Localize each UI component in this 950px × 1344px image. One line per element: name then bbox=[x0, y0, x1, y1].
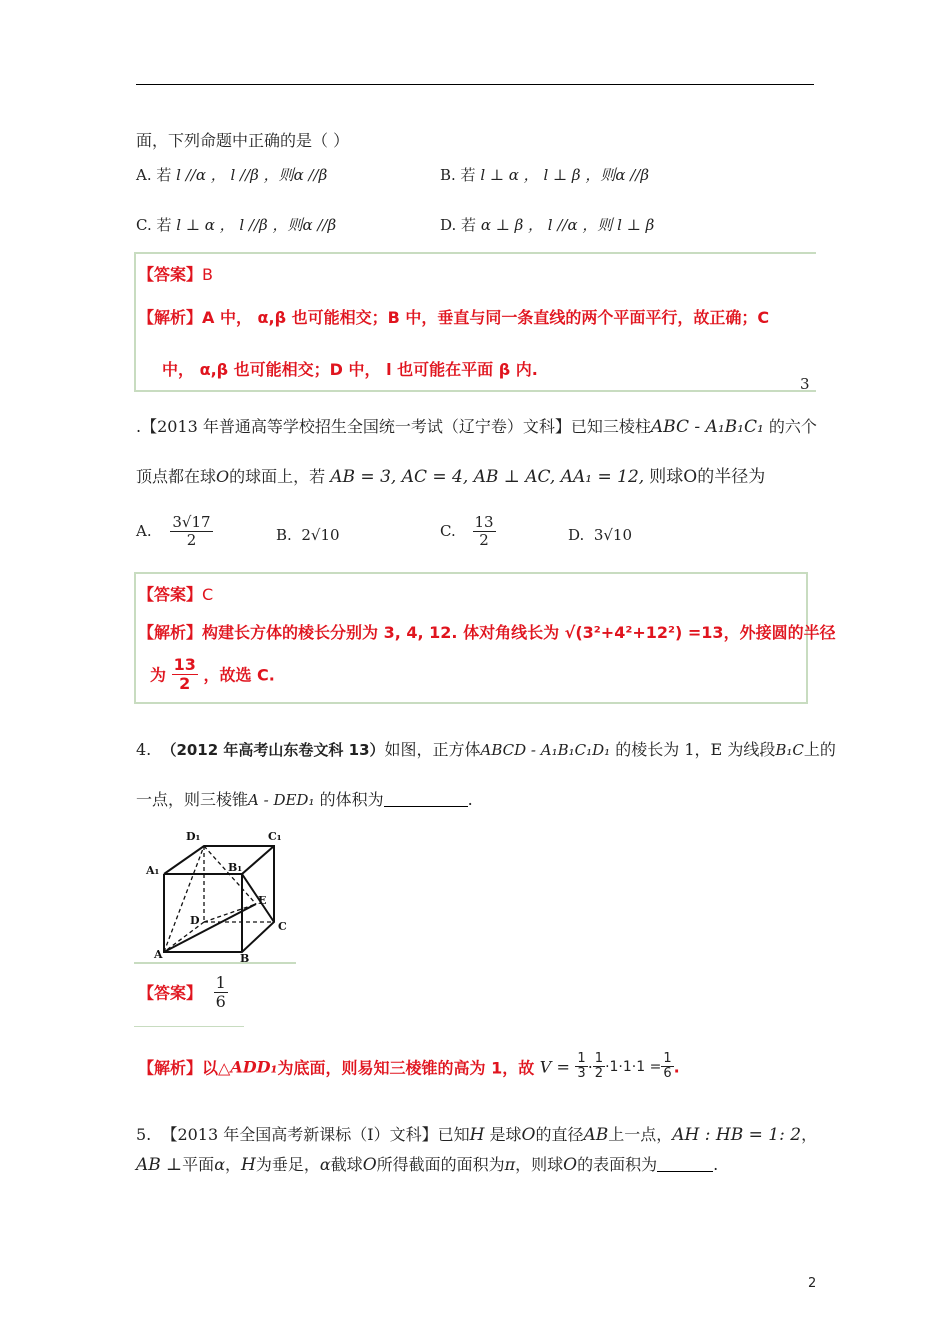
label-a: A bbox=[154, 948, 163, 961]
header-rule bbox=[136, 84, 814, 85]
q4-cube-figure bbox=[134, 822, 296, 964]
q2-option-b: B. 若 l ⊥ α ， l ⊥ β ，则α //β bbox=[440, 166, 650, 184]
q3-line2: 顶点都在球O的球面上，若 AB = 3, AC = 4, AB ⊥ AC, AA₁ = 12, 则球O的半径为 bbox=[136, 467, 766, 487]
q3-explanation-line2: 为 $\frac{13}{2}$ ，故选 C. bbox=[150, 655, 275, 693]
label-b1: B₁ bbox=[228, 861, 243, 874]
q5-line2: AB ⊥平面α，H为垂足，α截球O所得截面的面积为π，则球O的表面积为 . bbox=[136, 1155, 719, 1175]
q4-line1: 4. （2012 年高考山东卷文科 13）如图，正方体ABCD - A₁B₁C₁D₁ 的棱长为 1，E 为线段B₁C上的 bbox=[136, 740, 836, 759]
label-d1: D₁ bbox=[186, 830, 201, 843]
q4-answer: 【答案】 $\frac{1}{6}$ bbox=[138, 973, 226, 1011]
q2-explanation-line1: 【解析】A 中， α,β 也可能相交；B 中，垂直与同一条直线的两个平面平行，故正确；C bbox=[138, 308, 770, 327]
q3-explanation-line1: 【解析】构建长方体的棱长分别为 3, 4, 12. 体对角线长为 √(3²+4²+12²) =13，外接圆的半径 bbox=[138, 623, 836, 642]
page-number: 2 bbox=[808, 1276, 817, 1291]
q3-option-a: A. $\frac{3√17}{2}$ bbox=[136, 513, 211, 549]
q4-explanation: 【解析】以△ADD₁为底面，则易知三棱锥的高为 1，故 V = $\frac{1}{3}$ · $\frac{1}{2}$ ·1·1·1 = $\frac{1}{6}$ . bbox=[138, 1051, 680, 1082]
label-c1: C₁ bbox=[268, 830, 282, 843]
q2-answer: 【答案】B bbox=[138, 265, 213, 284]
q5-answer-blank[interactable] bbox=[657, 1171, 713, 1172]
q2-option-d: D. 若 α ⊥ β ， l //α ，则 l ⊥ β bbox=[440, 216, 655, 234]
q3-option-b: B. 2√10 bbox=[276, 526, 340, 544]
label-a1: A₁ bbox=[146, 864, 160, 877]
q3-option-c: C. $\frac{13}{2}$ bbox=[440, 513, 494, 549]
q3-answer: 【答案】C bbox=[138, 585, 214, 604]
label-d: D bbox=[190, 914, 200, 927]
q4-line2: 一点，则三棱锥A - DED₁ 的体积为 . bbox=[136, 790, 473, 809]
label-e: E bbox=[258, 894, 267, 907]
figure-background bbox=[134, 822, 296, 964]
label-c: C bbox=[278, 920, 287, 933]
q4-answer-underline bbox=[134, 1026, 244, 1027]
label-b: B bbox=[240, 952, 250, 964]
q5-line1: 5. 【2013 年全国高考新课标（I）文科】已知H 是球O的直径AB上一点，AH : HB = 1: 2， bbox=[136, 1125, 818, 1145]
q2-option-c: C. 若 l ⊥ α ， l //β ，则α //β bbox=[136, 216, 337, 234]
q4-answer-blank[interactable] bbox=[384, 806, 468, 807]
q2-stem: 面，下列命题中正确的是（ ） bbox=[136, 131, 350, 150]
q3-line1: .【2013 年普通高等学校招生全国统一考试（辽宁卷）文科】已知三棱柱ABC - A₁B₁C₁ 的六个 bbox=[136, 417, 817, 437]
q2-explanation-line2: 中， α,β 也可能相交；D 中， l 也可能在平面 β 内. bbox=[162, 360, 538, 379]
q3-margin-number: 3 bbox=[800, 375, 810, 393]
q3-option-d: D. 3√10 bbox=[568, 526, 633, 544]
q2-option-a: A. 若 l //α ， l //β ，则α //β bbox=[136, 166, 328, 184]
